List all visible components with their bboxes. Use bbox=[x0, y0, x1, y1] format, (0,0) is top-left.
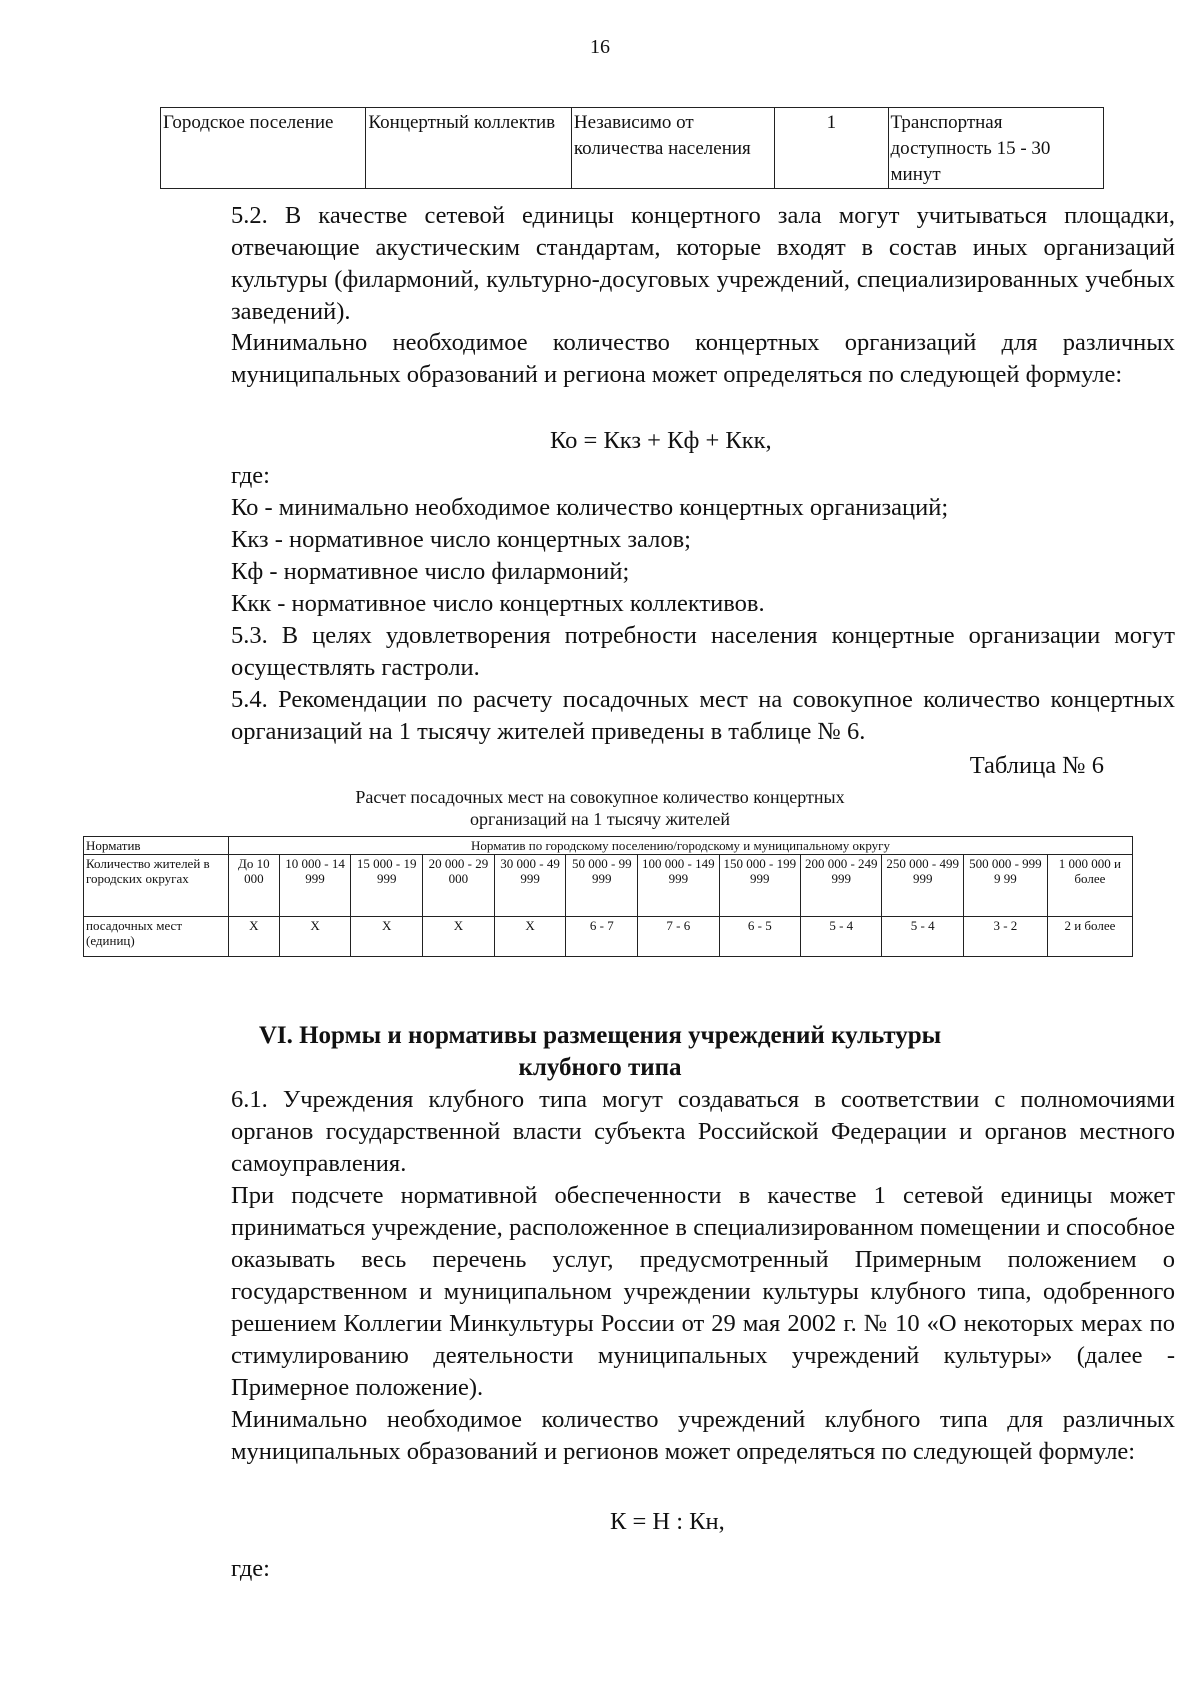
table-cell: Х bbox=[279, 917, 351, 957]
table-cell: 100 000 - 149 999 bbox=[638, 855, 719, 917]
table-label: Таблица № 6 bbox=[969, 752, 1104, 779]
definition-kf: Кф - нормативное число филармоний; bbox=[231, 558, 630, 585]
table-cell: До 10 000 bbox=[229, 855, 280, 917]
table-cell: 6 - 7 bbox=[566, 917, 638, 957]
paragraph-5-2: 5.2. В качестве сетевой единицы концертного зала могут учитываться площадки, отвечающие акустическим стандартам, которые входят в состав иных организаций культуры (филармоний, культурно-досуговых учреждений, специализированных учебных заведений). bbox=[231, 202, 1175, 325]
table-cell: 250 000 - 499 999 bbox=[882, 855, 963, 917]
table-cell: 3 - 2 bbox=[963, 917, 1047, 957]
paragraph-min-count: Минимально необходимое количество концертных организаций для различных муниципальных образований и региона может определяться по следующей формуле: bbox=[231, 329, 1175, 388]
table-cell: 2 и более bbox=[1047, 917, 1132, 957]
table-cell: 200 000 - 249 999 bbox=[801, 855, 882, 917]
paragraph-5-3: 5.3. В целях удовлетворения потребности населения концертные организации могут осуществлять гастроли. bbox=[231, 622, 1175, 681]
table-cell: 10 000 - 14 999 bbox=[279, 855, 351, 917]
formula: Ко = Ккз + Кф + Ккк, bbox=[550, 427, 772, 454]
paragraph-6-1: 6.1. Учреждения клубного типа могут создаваться в соответствии с полномочиями органов государственной власти субъекта Российской Федерации и органов местного самоуправления. bbox=[231, 1086, 1175, 1177]
table-cell: 5 - 4 bbox=[801, 917, 882, 957]
table-caption-line-1: Расчет посадочных мест на совокупное количество концертных bbox=[355, 787, 845, 807]
table-cell: Концертный коллектив bbox=[366, 108, 571, 189]
table-cell: 500 000 - 999 9 99 bbox=[963, 855, 1047, 917]
table-cell: Х bbox=[229, 917, 280, 957]
paragraph-min-club: Минимально необходимое количество учреждений клубного типа для различных муниципальных образований и регионов может определяться по следующей формуле: bbox=[231, 1406, 1175, 1465]
table-cell: Х bbox=[423, 917, 495, 957]
top-table bbox=[160, 107, 1104, 189]
page-number: 16 bbox=[590, 36, 610, 58]
paragraph-network-unit: При подсчете нормативной обеспеченности в качестве 1 сетевой единицы может приниматься учреждение, расположенное в специализированном помещении и способное оказывать весь перечень услуг, предусмотренный Примерным положением о государственном и муниципальном учреждении культуры клубного типа, одобренного решением Коллегии Минкультуры России от 29 мая 2002 г. № 10 «О некоторых мерах по стимулированию деятельности муниципальных учреждений культуры» (далее - Примерное положение). bbox=[231, 1182, 1175, 1401]
table-cell: 7 - 6 bbox=[638, 917, 719, 957]
table-cell: 50 000 - 99 999 bbox=[566, 855, 638, 917]
table-6 bbox=[83, 836, 1133, 957]
table-cell: Х bbox=[351, 917, 423, 957]
table-header-cell: Норматив bbox=[84, 837, 229, 855]
table-cell: 150 000 - 199 999 bbox=[719, 855, 800, 917]
table-caption-line-2: организаций на 1 тысячу жителей bbox=[469, 809, 731, 829]
paragraph-5-4: 5.4. Рекомендации по расчету посадочных мест на совокупное количество концертных организаций на 1 тысячу жителей приведены в таблице № 6. bbox=[231, 686, 1175, 745]
table-cell: Независимо от количества населения bbox=[571, 108, 774, 189]
table-cell: 6 - 5 bbox=[719, 917, 800, 957]
definition-ko: Ко - минимально необходимое количество концертных организаций; bbox=[231, 494, 949, 521]
row-label: посадочных мест (единиц) bbox=[84, 917, 229, 957]
table-row bbox=[161, 108, 1104, 189]
table-row bbox=[84, 837, 1133, 855]
where-label: где: bbox=[231, 462, 270, 489]
where-label-2: где: bbox=[231, 1555, 270, 1582]
definition-kkk: Ккк - нормативное число концертных коллективов. bbox=[231, 590, 765, 617]
table-cell: 1 bbox=[775, 108, 888, 189]
definition-kkz: Ккз - нормативное число концертных залов; bbox=[231, 526, 691, 553]
table-cell: 5 - 4 bbox=[882, 917, 963, 957]
formula-2: К = Н : Кн, bbox=[610, 1508, 725, 1535]
table-cell: 15 000 - 19 999 bbox=[351, 855, 423, 917]
table-cell: Транспортная доступность 15 - 30 минут bbox=[888, 108, 1104, 189]
table-cell: Городское поселение bbox=[161, 108, 366, 189]
table-header-cell: Норматив по городскому поселению/городскому и муниципальному округу bbox=[229, 837, 1133, 855]
table-cell: 30 000 - 49 999 bbox=[494, 855, 566, 917]
table-row bbox=[84, 917, 1133, 957]
row-label: Количество жителей в городских округах bbox=[84, 855, 229, 917]
table-cell: 1 000 000 и более bbox=[1047, 855, 1132, 917]
table-cell: Х bbox=[494, 917, 566, 957]
section-title-line-1: VI. Нормы и нормативы размещения учреждений культуры bbox=[258, 1022, 942, 1049]
section-title-line-2: клубного типа bbox=[518, 1054, 682, 1081]
table-row bbox=[84, 855, 1133, 917]
table-cell: 20 000 - 29 000 bbox=[423, 855, 495, 917]
